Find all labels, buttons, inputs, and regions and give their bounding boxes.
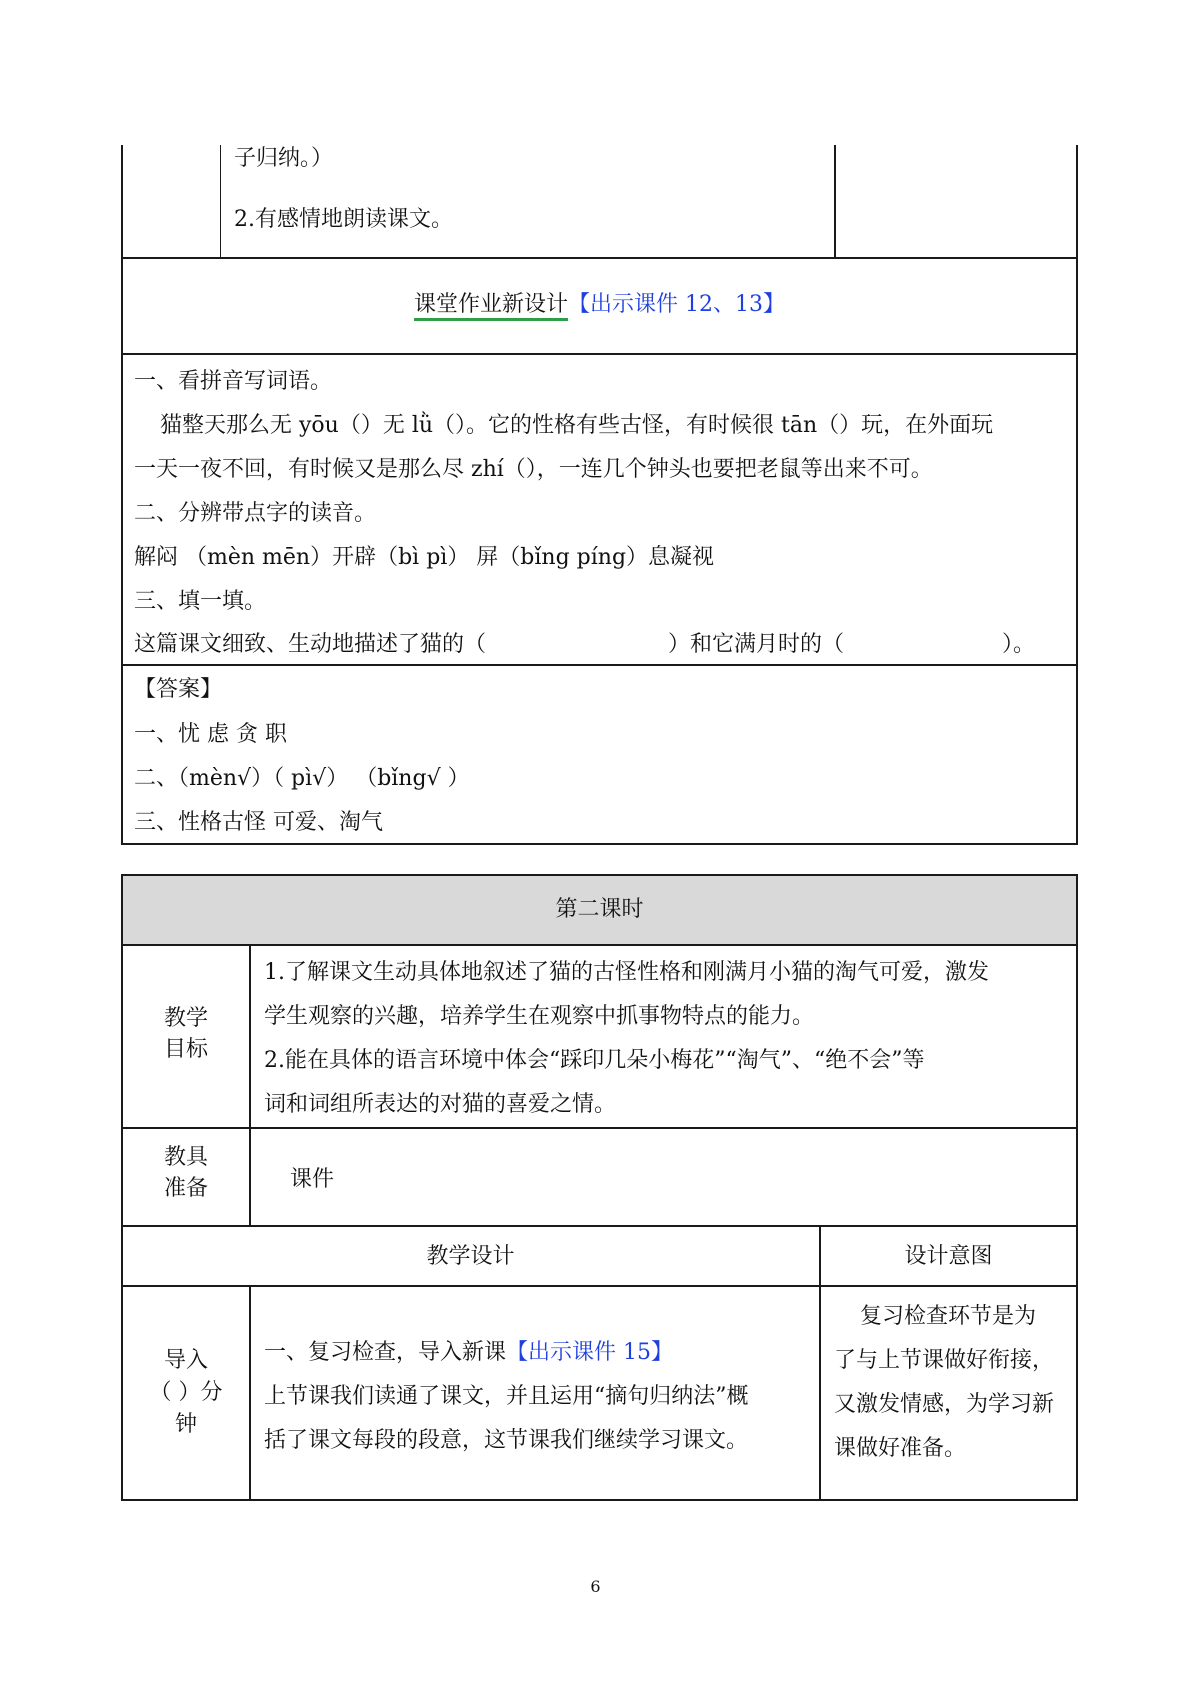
intent-line-2: 了与上节课做好衔接， [834, 1348, 1055, 1373]
lesson-table-bottom-border [121, 1499, 1078, 1501]
q3-line-part-b: ）和它满月时的（ [668, 632, 845, 657]
q1-line-1: 猫整天那么无 yōu（）无 lǜ（）。它的性格有些古怪，有时候很 tān（）玩，在外面玩 [160, 413, 994, 438]
continued-text-line: 子归纳。） [234, 146, 334, 171]
answer-heading: 【答案】 [134, 677, 223, 702]
lesson-rule-after-columns [121, 1285, 1078, 1287]
q3-line-part-a: 这篇课文细致、生动地描述了猫的（ [134, 632, 487, 657]
answer-2: 二、（mèn√）（ pì√） （bǐng√ ） [134, 766, 470, 791]
goals-label-line-1: 教学 [163, 1006, 208, 1031]
intro-label-line-3: 钟 [174, 1412, 197, 1437]
top-table-bottom-border [121, 843, 1078, 845]
homework-title: 课堂作业新设计 [414, 292, 568, 321]
page-number: 6 [590, 1577, 601, 1596]
intro-heading: 一、复习检查，导入新课 [264, 1340, 507, 1365]
intro-body-line-2: 括了课文每段的段意，这节课我们继续学习课文。 [264, 1428, 749, 1453]
lesson-label-divider-bottom [249, 1285, 251, 1501]
intent-line-4: 课做好准备。 [834, 1436, 967, 1461]
lesson-table-top-border [121, 874, 1078, 876]
answer-1: 一、忧 虑 贪 职 [134, 722, 287, 747]
top-table-col-divider-2 [834, 145, 836, 258]
top-table-right-border [1076, 145, 1078, 845]
lesson-rule-after-header [121, 944, 1078, 946]
top-table-rule-1 [121, 257, 1078, 259]
top-table-rule-2 [121, 353, 1078, 355]
tools-label-line-1: 教具 [163, 1145, 208, 1170]
intro-body-line-1: 上节课我们读通了课文，并且运用“摘句归纳法”概 [264, 1384, 749, 1409]
q3-heading: 三、填一填。 [134, 589, 267, 614]
top-table-rule-3 [121, 664, 1078, 666]
intro-label-line-2: （ ）分 [149, 1380, 223, 1405]
tools-value: 课件 [290, 1167, 335, 1192]
column-header-intent: 设计意图 [904, 1244, 993, 1269]
top-table-left-border [121, 145, 123, 845]
lesson-rule-after-goals [121, 1127, 1078, 1129]
q1-heading: 一、看拼音写词语。 [134, 369, 333, 394]
top-table-col-divider-1 [220, 145, 221, 258]
intro-heading-row [264, 1340, 673, 1366]
goal-1-line-2: 学生观察的兴趣，培养学生在观察中抓事物特点的能力。 [264, 1004, 815, 1029]
q3-line-part-c: ）。 [1002, 632, 1036, 657]
answer-3: 三、性格古怪 可爱、淘气 [134, 810, 383, 835]
read-aloud-item: 2.有感情地朗读课文。 [234, 207, 453, 232]
homework-courseware-link[interactable]: 【出示课件 12、13】 [568, 292, 785, 317]
intro-courseware-link[interactable]: 【出示课件 15】 [506, 1340, 674, 1365]
intent-line-1: 复习检查环节是为 [860, 1304, 1037, 1329]
homework-title-row [121, 292, 1078, 318]
goal-2-line-2: 词和词组所表达的对猫的喜爱之情。 [264, 1092, 617, 1117]
goal-2-line-1: 2.能在具体的语言环境中体会“踩印几朵小梅花”“淘气”、“绝不会”等 [264, 1048, 925, 1073]
q2-heading: 二、分辨带点字的读音。 [134, 501, 377, 526]
column-header-design: 教学设计 [426, 1244, 515, 1269]
intro-label-line-1: 导入 [163, 1348, 208, 1373]
q1-line-2: 一天一夜不回，有时候又是那么尽 zhí（），一连几个钟头也要把老鼠等出来不可。 [134, 457, 933, 482]
lesson-rule-after-tools [121, 1225, 1078, 1227]
tools-label-line-2: 准备 [163, 1176, 208, 1201]
lesson-label-divider-top [249, 944, 251, 1227]
lesson-table-right-border [1076, 874, 1078, 1501]
intent-line-3: 又激发情感，为学习新 [834, 1392, 1055, 1417]
lesson-header: 第二课时 [555, 897, 644, 922]
goals-label-line-2: 目标 [163, 1037, 208, 1062]
q2-line: 解闷 （mèn mēn）开辟（bì pì） 屏（bǐng píng）息凝视 [134, 545, 715, 570]
goal-1-line-1: 1.了解课文生动具体地叙述了猫的古怪性格和刚满月小猫的淘气可爱，激发 [264, 960, 989, 985]
